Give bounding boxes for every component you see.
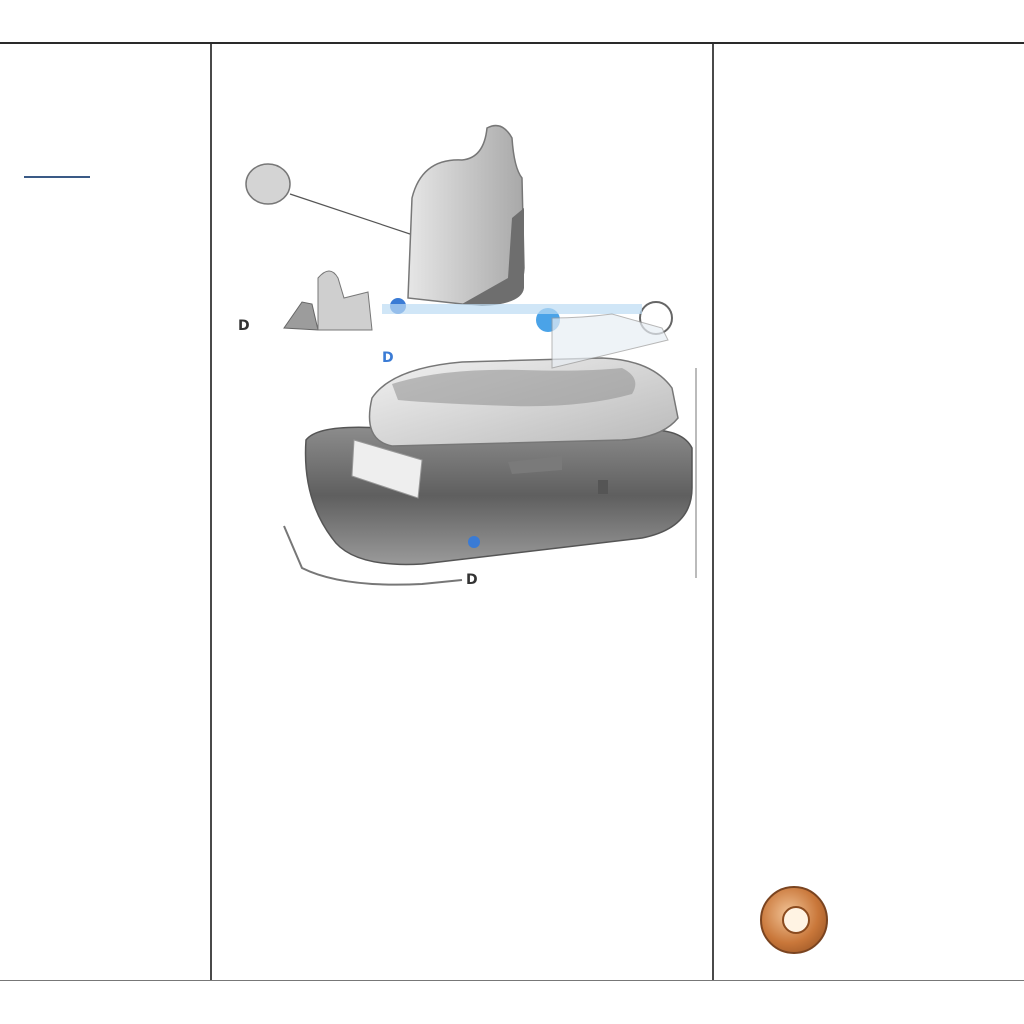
right-paragraph [728, 66, 1024, 82]
highlight-band [382, 304, 642, 314]
device-drawing [222, 68, 702, 588]
right-column [716, 44, 1024, 980]
callout-marker: D [382, 350, 394, 366]
left-column [0, 44, 212, 980]
callout-marker: D [466, 572, 478, 588]
upper-component [408, 126, 524, 305]
small-part [284, 302, 318, 330]
left-body [24, 194, 194, 282]
callout-dot [468, 536, 480, 548]
callout-bubble [246, 164, 290, 204]
leader-line [290, 194, 422, 238]
small-part [318, 271, 372, 330]
right-paragraph [728, 90, 1024, 106]
brand-logo [760, 886, 840, 954]
callout-marker: D [238, 318, 250, 334]
right-paragraph [728, 122, 1024, 138]
eye-logo-icon [760, 886, 828, 954]
middle-column [214, 44, 714, 980]
middle-subcolumns [222, 616, 700, 806]
section-divider [24, 176, 90, 178]
product-illustration [222, 68, 702, 588]
bottom-rule [0, 980, 1024, 981]
device-port [598, 480, 608, 494]
